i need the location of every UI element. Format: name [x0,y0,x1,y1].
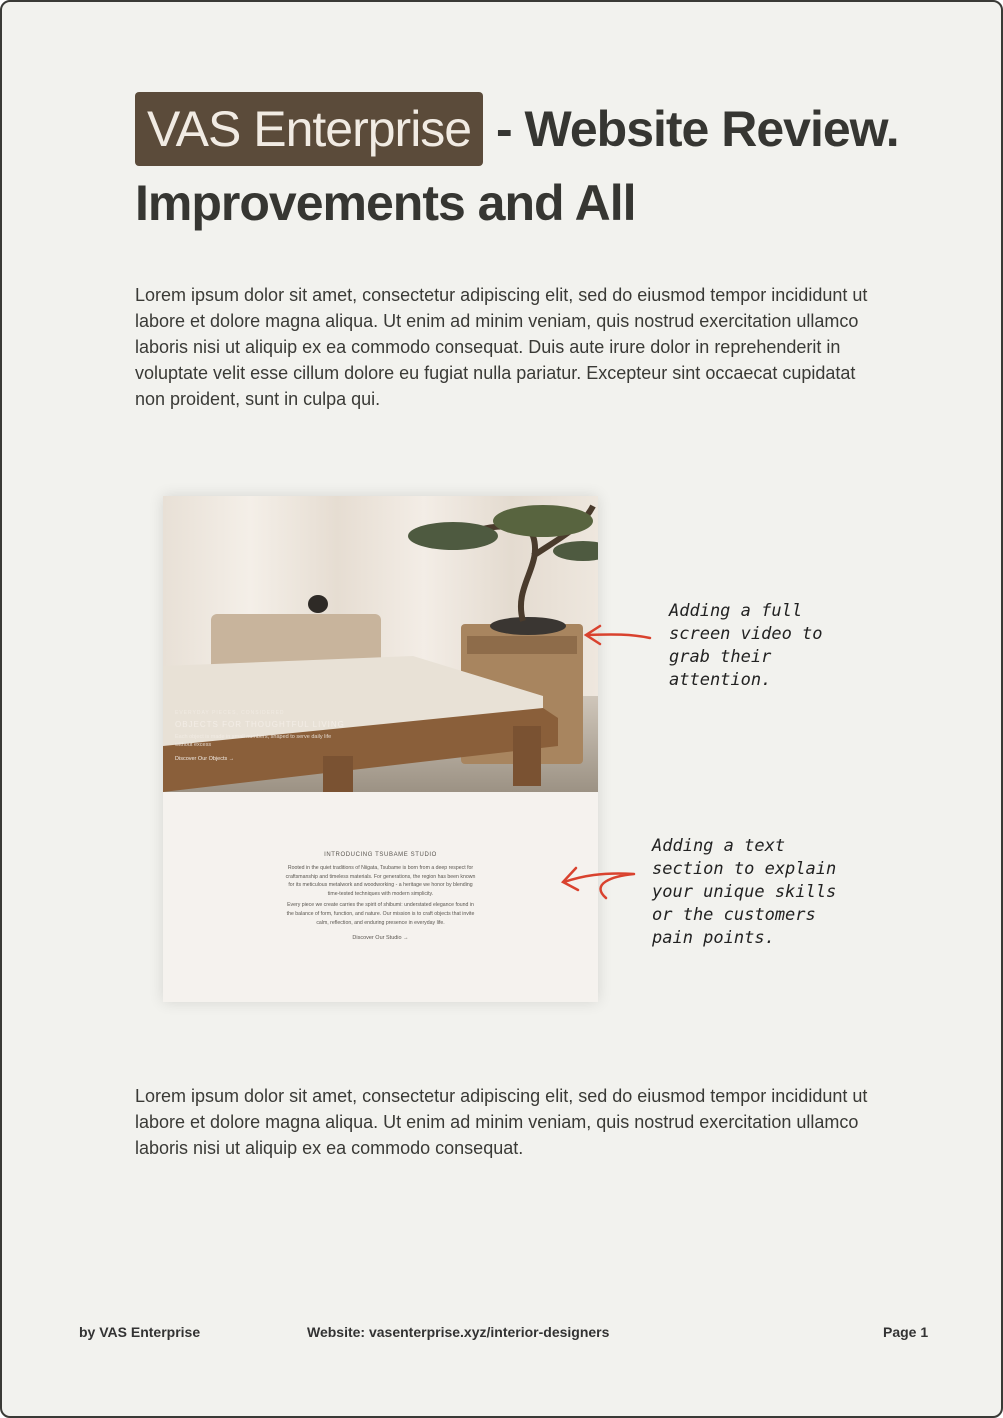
hero-body: Each object is made in small numbers, shaped to serve daily life without excess [175,734,332,748]
annotation-video: Adding a full screen video to grab their attention. [669,601,823,690]
hero-cta-link[interactable]: Discover Our Objects → [175,756,235,762]
intro-text-2: Every piece we create carries the spirit of shibumi: understated elegance found in the balance of form, function, and nature. Our mission is to craft objects that invite calm, reflection, and enduring presence in everyday life. [286,902,475,926]
annotation-arrows [2,2,1003,1418]
intro-paragraph: Lorem ipsum dolor sit amet, consectetur adipiscing elit, sed do eiusmod tempor incididunt ut labore et dolore magna aliqua. Ut enim ad minim veniam, quis nostrud exercitation ullamco laboris nisi ut aliquip ex ea commodo consequat. Duis aute irure dolor in reprehenderit in voluptate velit esse cillum dolore eu fugiat nulla pariatur. Excepteur sint occaecat cupidatat non proident, sunt in culpa qui. [135,285,868,409]
intro-cta-link[interactable]: Discover Our Studio → [352,935,409,942]
footer-page-number: Page 1 [883,1324,929,1340]
footer-website-link[interactable]: Website: vasenterprise.xyz/interior-designers [307,1324,610,1340]
arrow-icon [586,626,650,644]
closing-paragraph: Lorem ipsum dolor sit amet, consectetur adipiscing elit, sed do eiusmod tempor incididunt ut labore et dolore magna aliqua. Ut enim ad minim veniam, quis nostrud exercitation ullamco laboris nisi ut aliquip ex ea commodo consequat. [135,1086,868,1158]
hero-heading: OBJECTS FOR THOUGHTFUL LIVING [175,720,345,729]
hero-eyebrow: EVERYDAY PIECES, CONSIDERED [175,710,285,716]
arrow-icon [563,868,634,898]
intro-eyebrow: INTRODUCING TSUBAME STUDIO [324,852,437,858]
title-rest: - Website Review. Improvements and All [135,101,899,231]
footer-author: by VAS Enterprise [79,1324,201,1340]
intro-text-1: Rooted in the quiet traditions of Niigata, Tsubame is born from a deep respect for craftsmanship and timeless materials. For generations, the region has been known for its meticulous metalwork and woodworking - a heritage we honor by blending time-tested techniques with modern simplicity. [285,865,476,897]
title-highlight: VAS Enterprise [135,92,483,166]
annotation-text-section: Adding a text section to explain your unique skills or the customers pain points. [652,836,837,948]
